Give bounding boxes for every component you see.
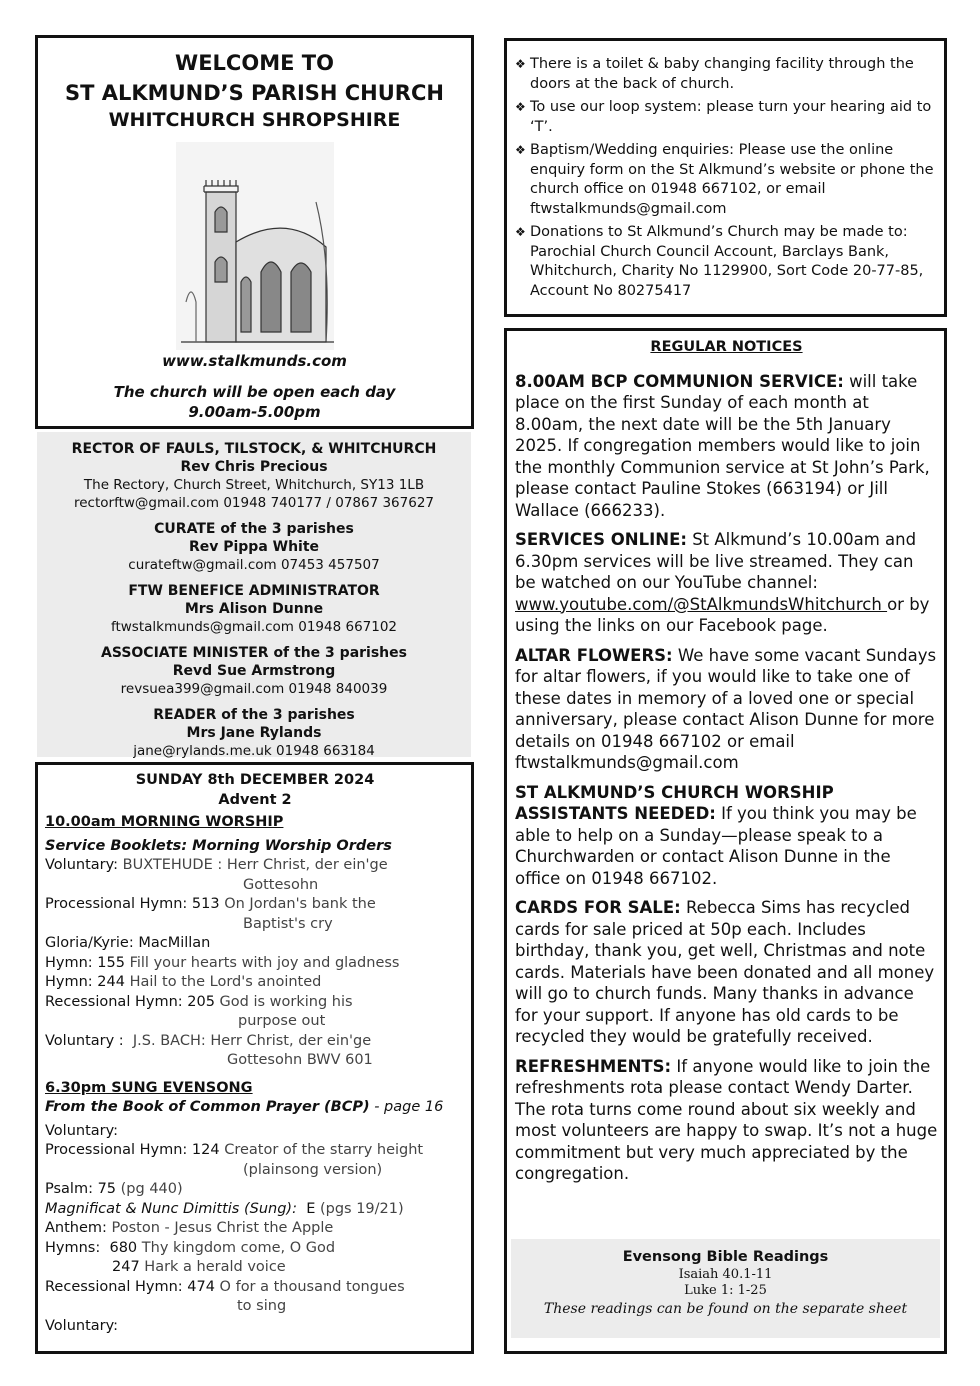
notice-item [515, 645, 938, 774]
order-item [45, 993, 465, 1032]
order-label: Hymn: [45, 954, 98, 971]
clergy-name: Rev Pippa White [188, 539, 320, 555]
order-label: Voluntary: [45, 857, 123, 873]
order-number: 124 [191, 1142, 220, 1158]
reading-2: Luke 1: 1-25 [684, 1283, 767, 1298]
notice-item [515, 782, 938, 890]
order-line [45, 1200, 465, 1220]
reading-1: Isaiah 40.1-11 [678, 1267, 773, 1282]
notice-body: If anyone would like to join the refreshments rota please contact Wendy Darter. The rota turns come round about six weekly and most volunteers are happy to swap. It’s not a huge commitment but very much appreciated by the congregation. [515, 1056, 938, 1183]
clergy-role: READER of the 3 parishes [153, 707, 355, 723]
info-text: Donations to St Alkmund’s Church may be made to: Parochial Church Council Account, Barclays Bank, Whitchurch, Charity No 1129900, Sort Code 20-77-85, Account No 80275417 [530, 224, 924, 299]
order-title: J.S. BACH: Herr Christ, der ein'ge [132, 1032, 372, 1049]
notice-heading: 8.00AM BCP COMMUNION SERVICE: [515, 371, 844, 391]
opening-times [38, 382, 471, 422]
bullet-icon: ❖ [515, 225, 526, 239]
order-title: Hail to the Lord's anointed [124, 974, 322, 990]
order-line [45, 1180, 465, 1200]
order-label: Processional Hymn: [45, 1142, 192, 1158]
order-label: Hymns: [45, 1239, 110, 1256]
order-number: 205 [187, 993, 215, 1010]
order-number: 75 [97, 1181, 117, 1197]
order-title: BUXTEHUDE : Herr Christ, der ein'ge [122, 857, 388, 873]
clergy-name: Rev Chris Precious [180, 459, 328, 475]
order-continuation [45, 1258, 465, 1278]
order-label: Psalm: [45, 1181, 98, 1197]
order-label: Anthem: [45, 1220, 112, 1236]
clergy-contact: jane@rylands.me.uk 01948 663184 [133, 743, 375, 759]
info-text: Baptism/Wedding enquiries: Please use the online enquiry form on the St Alkmund’s website or phone the church office on 01948 667102, or email ftwstalkmunds@gmail.com [530, 142, 934, 217]
order-item [45, 1239, 465, 1278]
service-order-box [35, 762, 474, 1354]
clergy-role: FTW BENEFICE ADMINISTRATOR [128, 583, 380, 599]
order-line [45, 1317, 465, 1337]
info-item [515, 141, 934, 219]
clergy-reader [37, 706, 471, 760]
order-continuation [45, 1051, 465, 1071]
order-number: E [306, 1200, 316, 1217]
clergy-rector [37, 440, 471, 512]
order-item [45, 954, 465, 974]
bullet-icon: ❖ [515, 57, 526, 71]
order-title: O for a thousand tongues [214, 1278, 405, 1295]
morning-booklet-note: Service Booklets: Morning Worship Orders [45, 837, 392, 854]
order-number: 155 [97, 954, 125, 971]
order-title: Fill your hearts with joy and gladness [124, 954, 400, 971]
order-label: Recessional Hymn: [45, 993, 188, 1010]
notice-heading: SERVICES ONLINE: [515, 530, 687, 549]
notice-item [515, 1056, 938, 1185]
info-item [515, 55, 934, 94]
order-continuation [45, 876, 465, 896]
clergy-associate [37, 644, 471, 698]
order-title: On Jordan's bank the [219, 896, 376, 912]
morning-service-title: 10.00am MORNING WORSHIP [45, 814, 284, 830]
order-line [45, 1141, 465, 1161]
welcome-line-1: WELCOME TO [175, 51, 334, 75]
order-title: Thy kingdom come, O God [137, 1239, 336, 1256]
evening-page: - page 16 [369, 1099, 444, 1115]
evensong-readings [511, 1239, 940, 1338]
notice-body: If you think you may be able to help on a Sunday—please speak to a Churchwarden or contact Alison Dunne in the office on 01948 667102. [515, 804, 917, 888]
notice-body: We have some vacant Sundays for altar flowers, if you would like to take one of these dates in memory of a loved one or special anniversary, please contact Alison Dunne for more details on 01948 667102 or email ftwstalkmunds@gmail.com [515, 645, 937, 772]
order-line [45, 934, 465, 954]
church-name: ST ALKMUND’S PARISH CHURCH [65, 81, 444, 105]
visitor-info-box [504, 38, 947, 317]
order-item [45, 1180, 465, 1200]
clergy-administrator [37, 582, 471, 636]
notice-heading: ALTAR FLOWERS: [515, 645, 673, 665]
clergy-name: Mrs Alison Dunne [184, 601, 324, 617]
order-label: Voluntary: [45, 1317, 119, 1334]
evening-service-title: 6.30pm SUNG EVENSONG [45, 1079, 253, 1096]
order-line [45, 1219, 465, 1239]
order-number: 247 [112, 1259, 140, 1275]
opening-line-1: The church will be open each day [113, 383, 396, 401]
clergy-address: The Rectory, Church Street, Whitchurch, SY13 1LB [83, 477, 425, 493]
order-item [45, 1141, 465, 1180]
order-item [45, 1317, 465, 1337]
order-line [45, 954, 465, 974]
bullet-icon: ❖ [515, 143, 526, 157]
order-title: Gottesohn [243, 876, 319, 893]
order-label: Hymn: [45, 974, 98, 990]
notice-item [515, 371, 938, 522]
notice-heading: ST ALKMUND’S CHURCH WORSHIP ASSISTANTS NEEDED: [515, 782, 834, 823]
order-line [45, 895, 465, 915]
order-item [45, 1200, 465, 1220]
order-item [45, 1032, 465, 1071]
order-continuation [45, 1297, 465, 1317]
opening-line-2: 9.00am-5.00pm [188, 403, 321, 421]
evening-order-list [45, 1122, 465, 1337]
info-item [515, 98, 934, 137]
clergy-curate [37, 520, 471, 574]
clergy-contact: revsuea399@gmail.com 01948 840039 [120, 681, 388, 697]
order-label: Voluntary: [45, 1122, 119, 1139]
order-item [45, 895, 465, 934]
notice-body: Rebecca Sims has recycled cards for sale priced at 50p each. Includes birthday, thank you, get well, Christmas and note cards. Materials have been donated and all money will go to church funds. Many thanks in advance for your support. If anyone has old cards to be recycled they would be gratefully received. [515, 898, 935, 1046]
liturgical-week: Advent 2 [218, 791, 292, 808]
order-label: Processional Hymn: [45, 896, 192, 912]
clergy-contact: curateftw@gmail.com 07453 457507 [128, 557, 380, 573]
clergy-contacts [37, 432, 471, 757]
evening-book-note [45, 1098, 465, 1118]
order-label: Voluntary : [45, 1032, 133, 1049]
clergy-name: Mrs Jane Rylands [186, 725, 322, 741]
morning-order-list [45, 856, 465, 1071]
visitor-info-list [515, 55, 934, 301]
notice-body: will take place on the first Sunday of each month at 8.00am, the next date will be the 5th January 2025. If congregation members would like to join the monthly Communion service at St John’s Park, please contact Pauline Stokes (663194) or Jill Wallace (666233). [515, 371, 930, 520]
order-line [45, 856, 465, 876]
order-item [45, 1122, 465, 1142]
order-number: 244 [97, 974, 125, 990]
order-title: purpose out [238, 1013, 326, 1029]
clergy-contact: rectorftw@gmail.com 01948 740177 / 07867 367627 [73, 495, 435, 511]
info-item [515, 223, 934, 301]
order-item [45, 1278, 465, 1317]
notice-body: St Alkmund’s 10.00am and 6.30pm services will be live streamed. They can be watched on our YouTube channel: [515, 530, 917, 592]
order-line [45, 993, 465, 1013]
info-text: To use our loop system: please turn your hearing aid to ‘T’. [530, 99, 932, 135]
order-line [45, 1032, 465, 1052]
order-title: Creator of the starry height [219, 1142, 424, 1158]
order-line [45, 1122, 465, 1142]
order-line [45, 1278, 465, 1298]
order-title: Baptist's cry [243, 915, 333, 932]
order-item [45, 856, 465, 895]
order-item [45, 1219, 465, 1239]
order-continuation [45, 1161, 465, 1181]
bullet-icon: ❖ [515, 100, 526, 114]
order-continuation [45, 1012, 465, 1032]
notices-list [515, 371, 938, 1185]
notice-item [515, 897, 938, 1048]
clergy-name: Revd Sue Armstrong [172, 663, 336, 679]
church-sketch-image [176, 142, 334, 350]
order-title: (pgs 19/21) [315, 1200, 404, 1217]
order-line [45, 1239, 465, 1259]
order-label: Recessional Hymn: [45, 1278, 188, 1295]
order-title: (plainsong version) [243, 1161, 383, 1178]
regular-notices-box [504, 328, 947, 1354]
order-number: 513 [191, 896, 220, 912]
order-line [45, 973, 465, 993]
youtube-link[interactable]: www.youtube.com/@StAlkmundsWhitchurch [515, 594, 888, 614]
order-item [45, 934, 465, 954]
notices-title: REGULAR NOTICES [650, 339, 803, 355]
readings-note: These readings can be found on the separate sheet [543, 1301, 908, 1317]
order-label: Magnificat & Nunc Dimittis (Sung): [45, 1200, 307, 1217]
order-title: Poston - Jesus Christ the Apple [111, 1220, 334, 1236]
notice-tail: or by using the links on our Facebook page. [515, 594, 930, 635]
order-title: Gottesohn BWV 601 [227, 1052, 373, 1068]
church-location: WHITCHURCH SHROPSHIRE [108, 109, 401, 131]
order-title: God is working his [214, 993, 353, 1010]
order-number: 474 [187, 1278, 215, 1295]
evening-book: From the Book of Common Prayer (BCP) [45, 1099, 370, 1115]
notice-heading: CARDS FOR SALE: [515, 898, 681, 917]
notice-heading: REFRESHMENTS: [515, 1056, 672, 1076]
welcome-box [35, 35, 474, 429]
clergy-role: CURATE of the 3 parishes [154, 521, 354, 537]
clergy-contact: ftwstalkmunds@gmail.com 01948 667102 [110, 619, 398, 635]
order-title: Hark a herald voice [139, 1259, 286, 1275]
order-title: to sing [237, 1298, 287, 1314]
website-link[interactable]: www.stalkmunds.com [162, 352, 347, 370]
order-title: (pg 440) [116, 1181, 183, 1197]
order-item [45, 973, 465, 993]
service-date: SUNDAY 8th DECEMBER 2024 [135, 772, 375, 788]
notice-item [515, 529, 938, 637]
order-number: 680 [109, 1239, 138, 1256]
order-label: Gloria/Kyrie: MacMillan [45, 935, 211, 951]
clergy-role: ASSOCIATE MINISTER of the 3 parishes [101, 645, 407, 661]
info-text: There is a toilet & baby changing facility through the doors at the back of church. [530, 56, 914, 92]
readings-title: Evensong Bible Readings [622, 1249, 829, 1265]
order-continuation [45, 915, 465, 935]
clergy-role: RECTOR OF FAULS, TILSTOCK, & WHITCHURCH [71, 441, 437, 457]
